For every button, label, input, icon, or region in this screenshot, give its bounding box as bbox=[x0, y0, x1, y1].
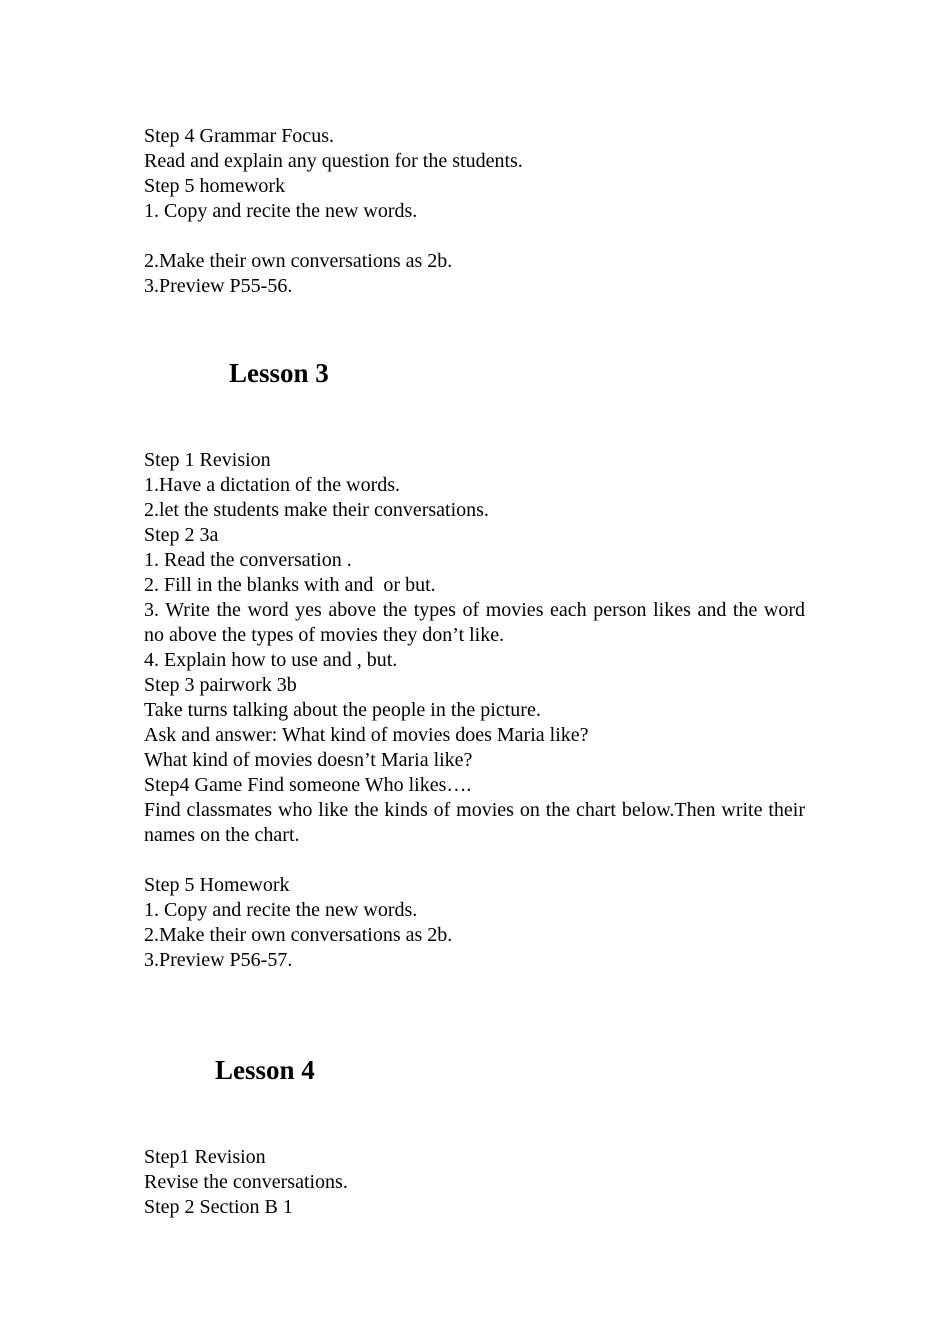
step-heading: Step 5 Homework bbox=[144, 874, 290, 896]
homework-item: 2.Make their own conversations as 2b. bbox=[144, 924, 453, 946]
spacer bbox=[144, 848, 805, 873]
instruction-text: Ask and answer: What kind of movies does Maria like? bbox=[144, 724, 589, 746]
lesson2-ending-section bbox=[144, 124, 805, 299]
list-item: 1. Read the conversation . bbox=[144, 549, 352, 571]
homework-item: 3.Preview P56-57. bbox=[144, 949, 293, 971]
list-item: 2. Fill in the blanks with and or but. bbox=[144, 574, 436, 596]
lesson4-body bbox=[144, 1145, 805, 1220]
step-heading: Step 3 pairwork 3b bbox=[144, 674, 297, 696]
lesson3-body bbox=[144, 448, 805, 973]
instruction-text: Take turns talking about the people in the picture. bbox=[144, 699, 541, 721]
list-item: 3. Write the word yes above the types of movies each person likes and the word no above the types of movies they don’t like. bbox=[144, 599, 805, 646]
lesson3-title: Lesson 3 bbox=[229, 358, 329, 388]
step-heading: Step 1 Revision bbox=[144, 449, 271, 471]
homework-item: 1. Copy and recite the new words. bbox=[144, 200, 418, 222]
instruction-text: Revise the conversations. bbox=[144, 1171, 348, 1193]
homework-item: 1. Copy and recite the new words. bbox=[144, 899, 418, 921]
list-item: 1.Have a dictation of the words. bbox=[144, 474, 401, 496]
step-heading: Step 2 3a bbox=[144, 524, 219, 546]
step4-heading: Step 4 Grammar Focus. bbox=[144, 125, 334, 147]
step4-text: Read and explain any question for the students. bbox=[144, 150, 523, 172]
instruction-text: Find classmates who like the kinds of movies on the chart below.Then write their names on the chart. bbox=[144, 799, 805, 846]
instruction-text: What kind of movies doesn’t Maria like? bbox=[144, 749, 473, 771]
lesson4-title: Lesson 4 bbox=[215, 1055, 315, 1085]
homework-item: 3.Preview P55-56. bbox=[144, 275, 293, 297]
step-heading: Step1 Revision bbox=[144, 1146, 266, 1168]
step-heading: Step 2 Section B 1 bbox=[144, 1196, 293, 1218]
step-heading: Step4 Game Find someone Who likes…. bbox=[144, 774, 472, 796]
step5-heading: Step 5 homework bbox=[144, 175, 286, 197]
spacer bbox=[144, 224, 805, 249]
list-item: 4. Explain how to use and , but. bbox=[144, 649, 398, 671]
list-item: 2.let the students make their conversations. bbox=[144, 499, 489, 521]
homework-item: 2.Make their own conversations as 2b. bbox=[144, 250, 453, 272]
